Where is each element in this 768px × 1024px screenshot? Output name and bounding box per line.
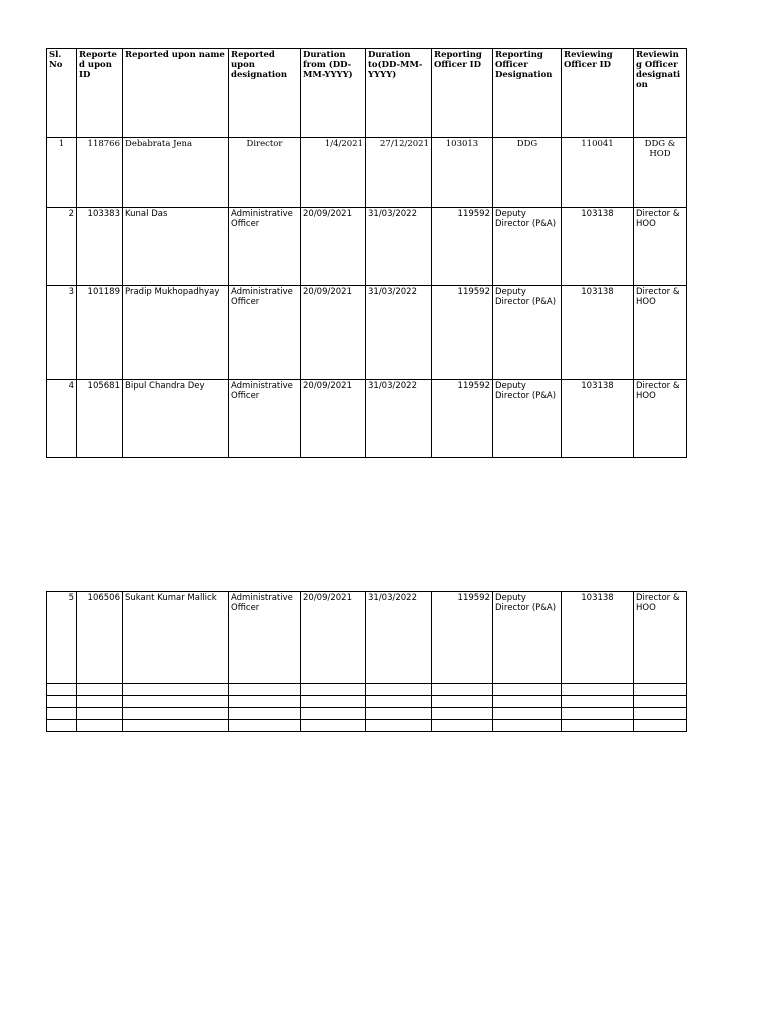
empty-row — [47, 708, 687, 720]
cell-reviewing-designation: DDG & HOD — [634, 138, 687, 208]
header-duration-from: Duration from (DD-MM-YYYY) — [301, 49, 366, 138]
cell-reporting-id: 103013 — [432, 138, 493, 208]
cell-designation: Administrative Officer — [229, 208, 301, 286]
cell-to: 31/03/2022 — [366, 380, 432, 458]
cell-to: 31/03/2022 — [366, 592, 432, 684]
header-row — [47, 49, 687, 138]
header-reporting-officer-designation: Reporting Officer Designation — [493, 49, 562, 138]
cell-from: 20/09/2021 — [301, 286, 366, 380]
cell-reporting-designation: Deputy Director (P&A) — [493, 592, 562, 684]
cell-reviewing-id: 103138 — [562, 592, 634, 684]
cell-reporting-designation: Deputy Director (P&A) — [493, 208, 562, 286]
cell-sl: 5 — [47, 592, 77, 684]
cell-from: 20/09/2021 — [301, 380, 366, 458]
header-reported-name: Reported upon name — [123, 49, 229, 138]
cell-reviewing-designation: Director & HOO — [634, 592, 687, 684]
cell-sl: 3 — [47, 286, 77, 380]
cell-to: 27/12/2021 — [366, 138, 432, 208]
cell-id: 103383 — [77, 208, 123, 286]
officers-table — [46, 48, 687, 458]
header-sl-no: Sl. No — [47, 49, 77, 138]
cell-reviewing-designation: Director & HOO — [634, 380, 687, 458]
cell-reporting-designation: DDG — [493, 138, 562, 208]
cell-to: 31/03/2022 — [366, 208, 432, 286]
empty-row — [47, 720, 687, 732]
empty-row — [47, 696, 687, 708]
cell-name: Pradip Mukhopadhyay — [123, 286, 229, 380]
cell-reviewing-designation: Director & HOO — [634, 286, 687, 380]
table-row — [47, 208, 687, 286]
cell-from: 1/4/2021 — [301, 138, 366, 208]
cell-from: 20/09/2021 — [301, 208, 366, 286]
empty-row — [47, 684, 687, 696]
cell-to: 31/03/2022 — [366, 286, 432, 380]
cell-name: Bipul Chandra Dey — [123, 380, 229, 458]
cell-id: 101189 — [77, 286, 123, 380]
cell-sl: 2 — [47, 208, 77, 286]
table-row — [47, 380, 687, 458]
cell-designation: Administrative Officer — [229, 592, 301, 684]
header-reviewing-officer-designation: Reviewing Officer designation — [634, 49, 687, 138]
header-reported-id: Reported upon ID — [77, 49, 123, 138]
cell-designation: Administrative Officer — [229, 380, 301, 458]
cell-reporting-designation: Deputy Director (P&A) — [493, 380, 562, 458]
cell-reviewing-id: 110041 — [562, 138, 634, 208]
cell-reviewing-designation: Director & HOO — [634, 208, 687, 286]
cell-designation: Administrative Officer — [229, 286, 301, 380]
header-reporting-officer-id: Reporting Officer ID — [432, 49, 493, 138]
header-reviewing-officer-id: Reviewing Officer ID — [562, 49, 634, 138]
officers-table-continued — [46, 591, 687, 732]
header-reported-designation: Reported upon designation — [229, 49, 301, 138]
table-row — [47, 286, 687, 380]
cell-id: 105681 — [77, 380, 123, 458]
cell-reporting-id: 119592 — [432, 208, 493, 286]
cell-designation: Director — [229, 138, 301, 208]
table-row — [47, 138, 687, 208]
header-duration-to: Duration to(DD-MM-YYYY) — [366, 49, 432, 138]
cell-sl: 4 — [47, 380, 77, 458]
cell-reviewing-id: 103138 — [562, 208, 634, 286]
cell-reviewing-id: 103138 — [562, 380, 634, 458]
cell-id: 118766 — [77, 138, 123, 208]
cell-name: Kunal Das — [123, 208, 229, 286]
cell-from: 20/09/2021 — [301, 592, 366, 684]
table-row — [47, 592, 687, 684]
cell-name: Sukant Kumar Mallick — [123, 592, 229, 684]
cell-reviewing-id: 103138 — [562, 286, 634, 380]
cell-sl: 1 — [47, 138, 77, 208]
cell-reporting-id: 119592 — [432, 380, 493, 458]
cell-name: Debabrata Jena — [123, 138, 229, 208]
cell-reporting-id: 119592 — [432, 592, 493, 684]
cell-id: 106506 — [77, 592, 123, 684]
cell-reporting-designation: Deputy Director (P&A) — [493, 286, 562, 380]
cell-reporting-id: 119592 — [432, 286, 493, 380]
